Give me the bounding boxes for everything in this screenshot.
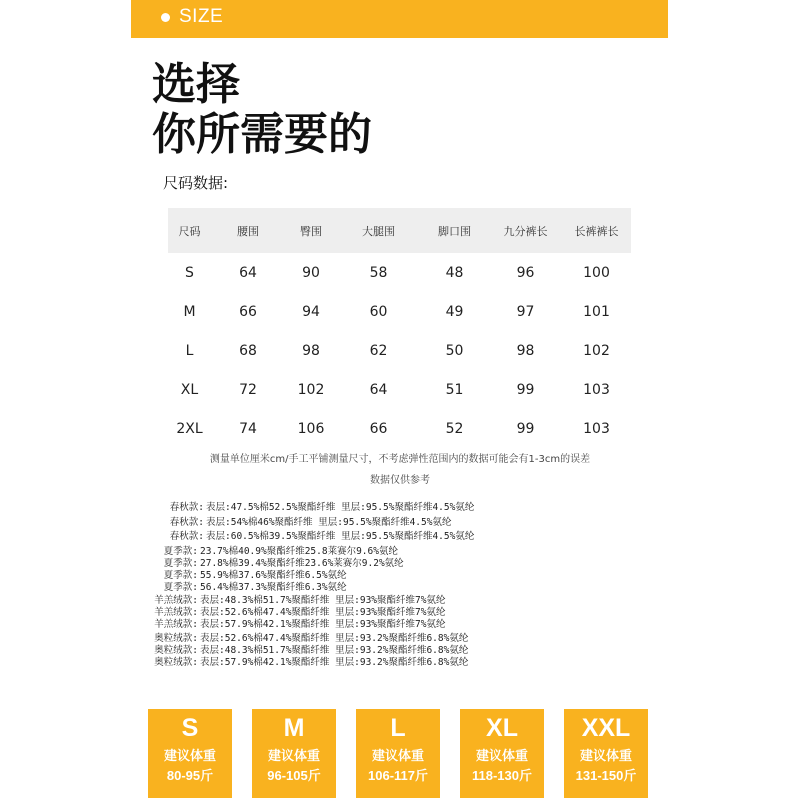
- table-cell: 103: [583, 381, 610, 398]
- fabric-style-desc: 23.7%棉40.9%聚酯纤维25.8莱赛尔9.6%氨纶: [200, 546, 398, 557]
- fabric-style-desc: 表层:48.3%棉51.7%聚酯纤维 里层:93.2%聚酯纤维6.8%氨纶: [200, 645, 469, 656]
- table-cell: 90: [302, 264, 320, 281]
- headline-line-1: 选择: [152, 59, 240, 110]
- fabric-style-name: 奥粒绒款:: [154, 645, 198, 656]
- table-cell: 97: [516, 303, 535, 320]
- fabric-style-name: 春秋款:: [169, 531, 204, 542]
- column-header-thigh: 大腿围: [337, 208, 420, 253]
- table-cell: 98: [302, 342, 320, 359]
- table-cell: 98: [516, 342, 535, 359]
- table-cell: 106: [297, 420, 325, 437]
- fabric-style-desc: 27.8%棉39.4%聚酯纤维23.6%莱赛尔9.2%氨纶: [200, 558, 404, 569]
- fabric-style-name: 夏季款:: [163, 546, 198, 557]
- size-badge-m: [252, 709, 336, 798]
- fabric-style-name: 奥粒绒款:: [154, 657, 198, 668]
- column-header-hip: 臀围: [285, 208, 337, 253]
- table-row: [168, 331, 631, 370]
- fabric-style-name: 春秋款:: [169, 502, 204, 513]
- fabric-style-desc: 表层:52.6%棉47.4%聚酯纤维 里层:93.2%聚酯纤维6.8%氨纶: [200, 633, 469, 644]
- fabric-style-name: 夏季款:: [163, 570, 198, 581]
- table-cell: M: [183, 303, 196, 320]
- badge-weight-range: 80-95斤: [166, 768, 214, 783]
- fabric-style-name: 奥粒绒款:: [154, 633, 198, 644]
- table-cell: 60: [369, 303, 388, 320]
- table-row: [168, 292, 631, 331]
- badge-size-label: XL: [486, 714, 518, 742]
- fabric-style-desc: 55.9%棉37.6%聚酯纤维6.5%氨纶: [200, 570, 347, 581]
- table-cell: 58: [369, 264, 388, 281]
- size-header-bar: [131, 0, 668, 38]
- size-table: [168, 208, 631, 448]
- table-cell: 96: [516, 264, 535, 281]
- table-cell: S: [185, 264, 194, 281]
- table-header-row: [168, 208, 631, 253]
- size-data-heading: 尺码数据:: [163, 174, 229, 192]
- table-cell: 64: [239, 264, 257, 281]
- fabric-style-desc: 表层:54%棉46%聚酯纤维 里层:95.5%聚酯纤维4.5%氨纶: [206, 517, 452, 528]
- badge-weight-label: 建议体重: [267, 748, 320, 763]
- badge-weight-range: 96-105斤: [267, 768, 321, 783]
- table-cell: 50: [445, 342, 464, 359]
- badge-weight-label: 建议体重: [163, 748, 216, 763]
- table-cell: 103: [583, 420, 610, 437]
- table-cell: 48: [445, 264, 464, 281]
- fabric-style-desc: 表层:57.9%棉42.1%聚酯纤维 里层:93%聚酯纤维7%氨纶: [200, 619, 446, 630]
- badge-weight-range: 131-150斤: [575, 768, 637, 783]
- table-row: [168, 370, 631, 409]
- table-cell: 72: [239, 381, 257, 398]
- badge-weight-label: 建议体重: [475, 748, 528, 763]
- fabric-style-name: 夏季款:: [163, 582, 198, 593]
- fabric-style-desc: 56.4%棉37.3%聚酯纤维6.3%氨纶: [200, 582, 347, 593]
- size-badge-xl: [460, 709, 544, 798]
- badge-weight-label: 建议体重: [371, 748, 424, 763]
- fabric-style-desc: 表层:60.5%棉39.5%聚酯纤维 里层:95.5%聚酯纤维4.5%氨纶: [206, 531, 475, 542]
- table-cell: L: [185, 342, 194, 359]
- fabric-style-name: 羊羔绒款:: [154, 607, 198, 618]
- table-cell: 49: [445, 303, 464, 320]
- table-cell: 62: [369, 342, 388, 359]
- headline: [152, 60, 372, 160]
- column-header-ankle-length: 九分裤长: [489, 208, 562, 253]
- table-cell: 99: [516, 420, 535, 437]
- reference-note: 数据仅供参考: [370, 475, 430, 486]
- weight-badges: [0, 709, 800, 799]
- badge-size-label: S: [181, 714, 199, 742]
- badge-size-label: M: [283, 714, 305, 742]
- size-badge-s: [148, 709, 232, 798]
- fabric-style-name: 羊羔绒款:: [154, 619, 198, 630]
- fabric-style-desc: 表层:57.9%棉42.1%聚酯纤维 里层:93.2%聚酯纤维6.8%氨纶: [200, 657, 469, 668]
- column-header-waist: 腰围: [211, 208, 285, 253]
- table-cell: 94: [302, 303, 320, 320]
- size-header-label: SIZE: [179, 6, 224, 27]
- table-cell: 68: [239, 342, 257, 359]
- column-header-leg-opening: 脚口围: [420, 208, 489, 253]
- table-cell: 66: [239, 303, 257, 320]
- headline-line-2: 你所需要的: [152, 109, 372, 160]
- size-badge-xxl: [564, 709, 648, 798]
- fabric-style-name: 夏季款:: [163, 558, 198, 569]
- table-cell: 51: [445, 381, 464, 398]
- table-cell: 74: [239, 420, 257, 437]
- fabric-style-desc: 表层:48.3%棉51.7%聚酯纤维 里层:93%聚酯纤维7%氨纶: [200, 595, 446, 606]
- bullet-dot-icon: [161, 13, 170, 22]
- table-cell: 2XL: [176, 420, 203, 437]
- table-cell: 66: [369, 420, 388, 437]
- table-row: [168, 409, 631, 448]
- table-cell: 102: [583, 342, 610, 359]
- table-cell: XL: [180, 381, 199, 398]
- measurement-note: 测量单位厘米cm/手工平铺测量尺寸，不考虑弹性范围内的数据可能会有1-3cm的误差: [209, 454, 591, 465]
- fabric-style-name: 羊羔绒款:: [154, 595, 198, 606]
- fabric-style-desc: 表层:52.6%棉47.4%聚酯纤维 里层:93%聚酯纤维7%氨纶: [200, 607, 446, 618]
- badge-size-label: L: [390, 714, 406, 742]
- table-cell: 102: [297, 381, 325, 398]
- fabric-style-desc: 表层:47.5%棉52.5%聚酯纤维 里层:95.5%聚酯纤维4.5%氨纶: [206, 502, 475, 513]
- table-cell: 52: [445, 420, 464, 437]
- table-cell: 99: [516, 381, 535, 398]
- badge-weight-range: 106-117斤: [368, 768, 428, 783]
- badge-weight-label: 建议体重: [579, 748, 632, 763]
- table-row: [168, 253, 631, 292]
- column-header-full-length: 长裤裤长: [562, 208, 631, 253]
- table-cell: 101: [583, 303, 610, 320]
- size-badge-l: [356, 709, 440, 798]
- column-header-size: 尺码: [168, 208, 211, 253]
- table-cell: 64: [369, 381, 388, 398]
- badge-size-label: XXL: [581, 714, 631, 742]
- badge-weight-range: 118-130斤: [472, 768, 532, 783]
- fabric-style-name: 春秋款:: [169, 517, 204, 528]
- table-cell: 100: [583, 264, 610, 281]
